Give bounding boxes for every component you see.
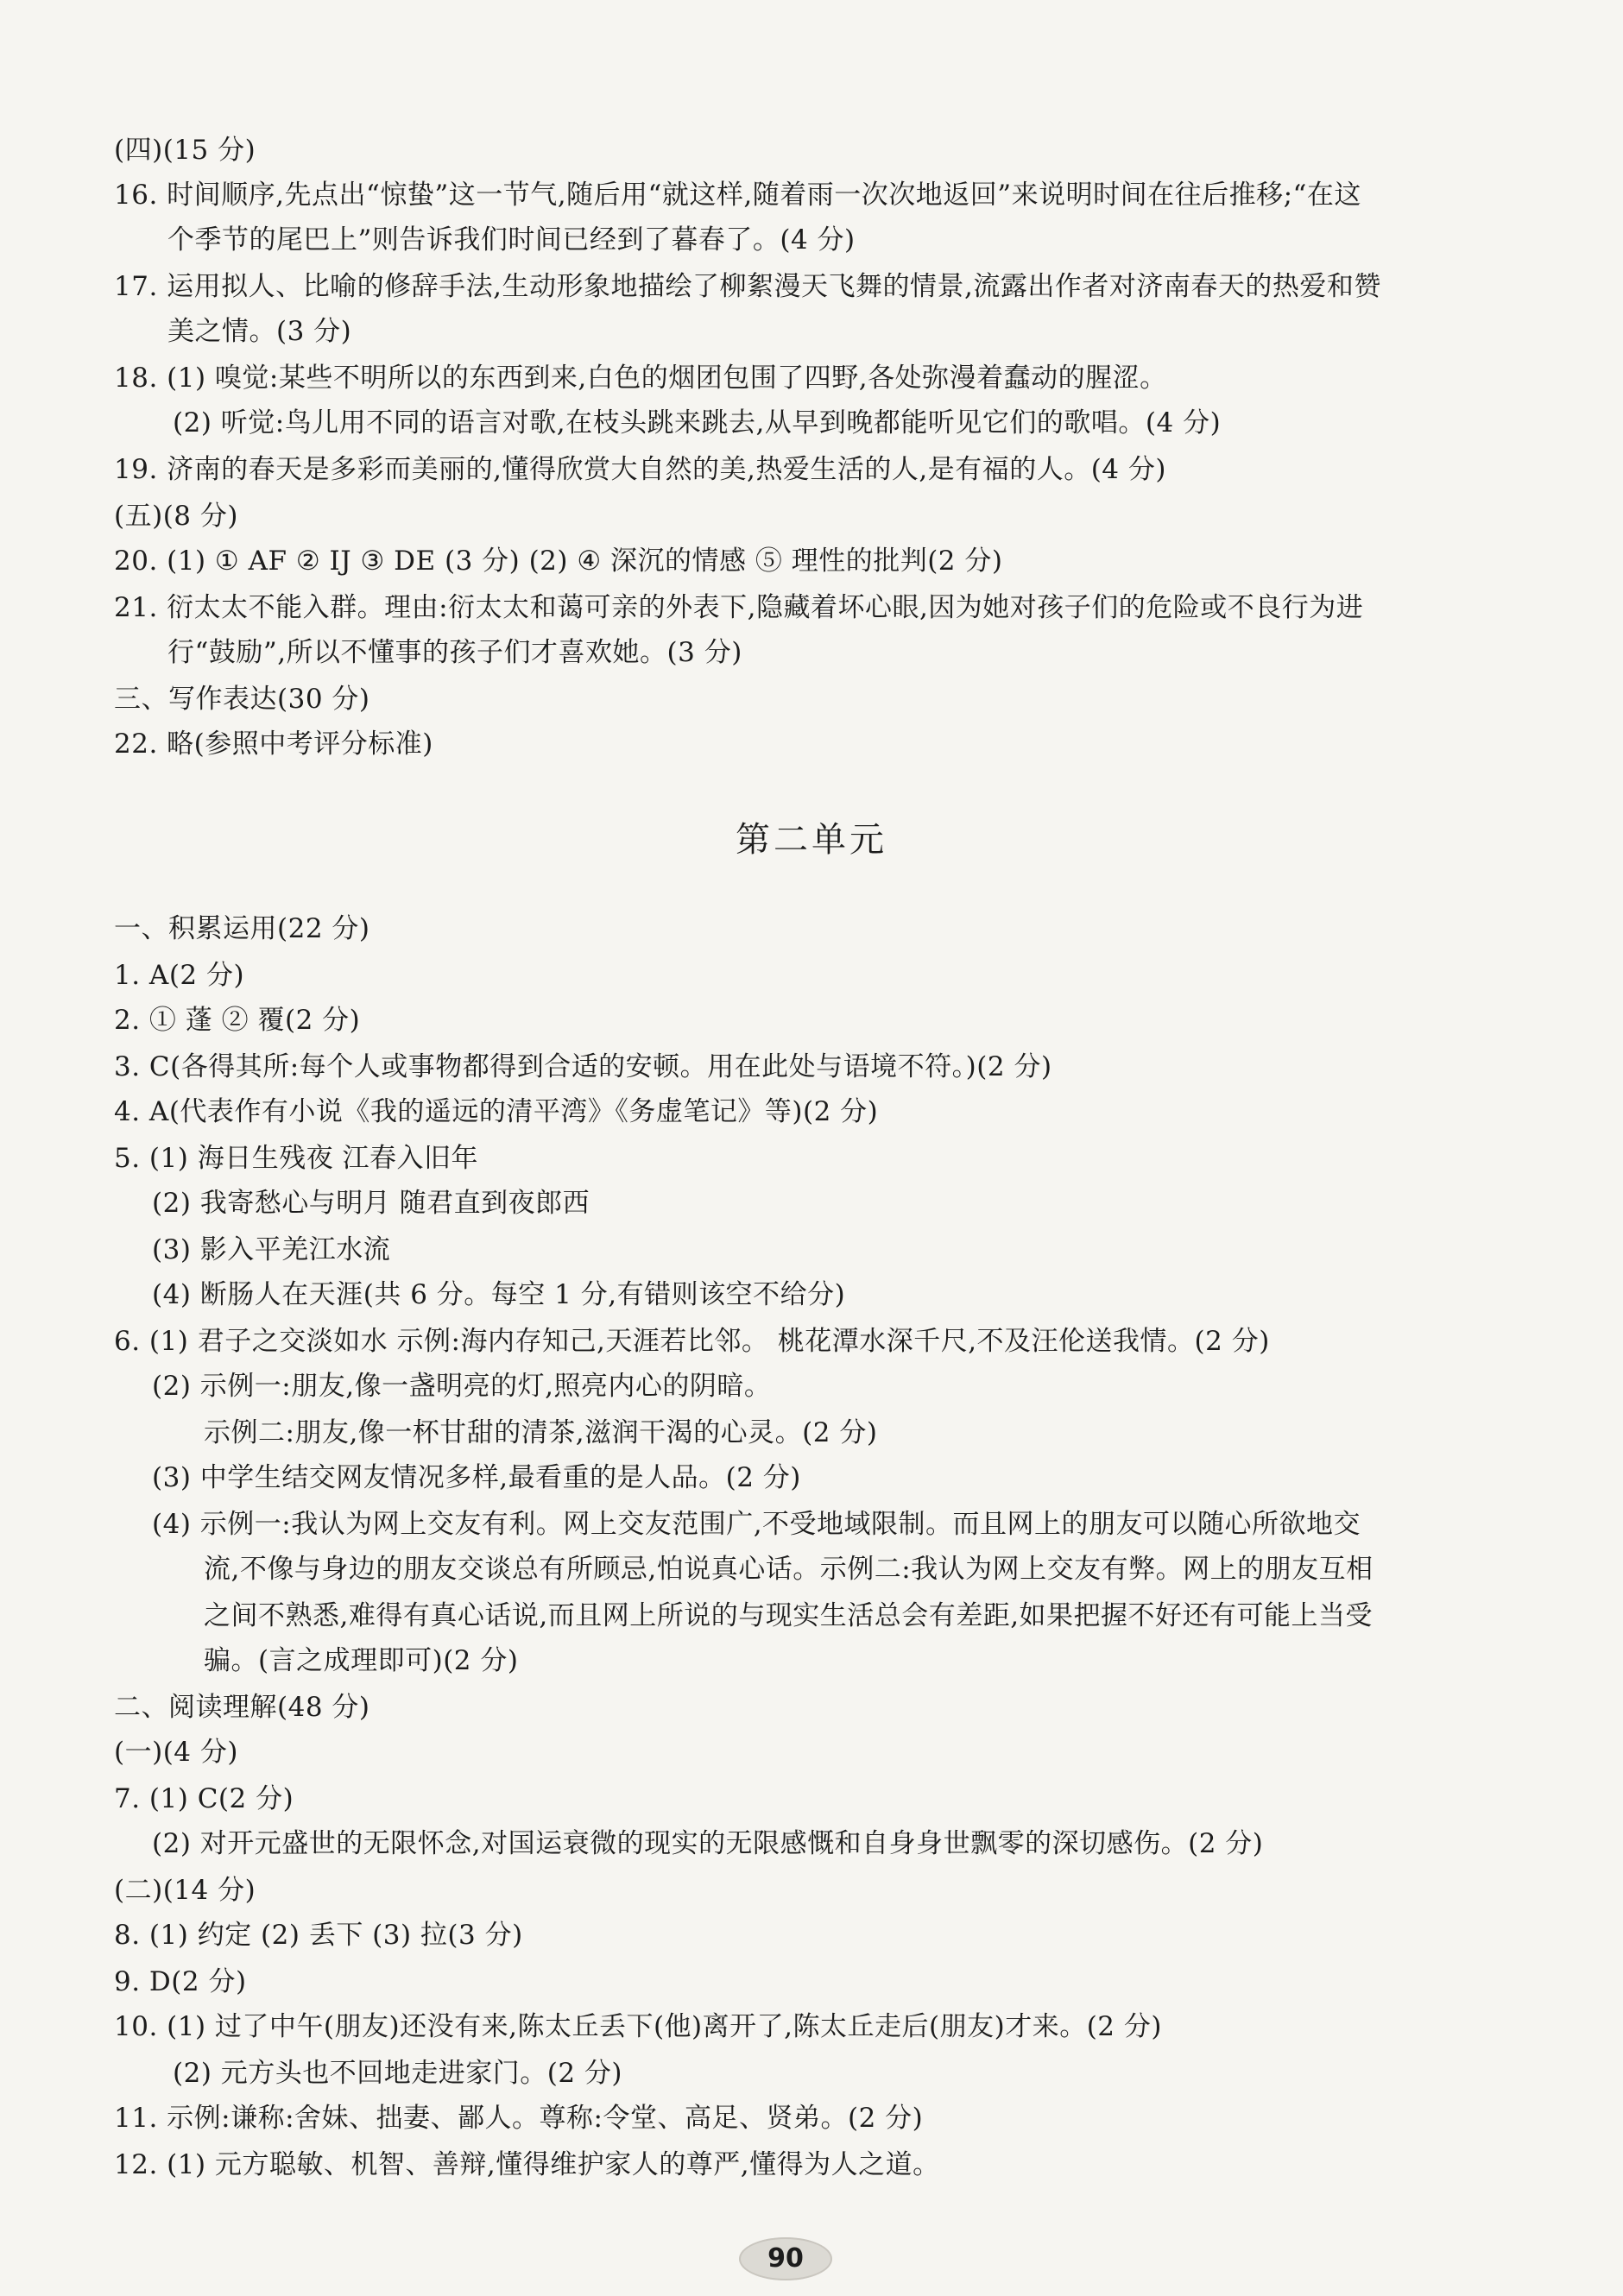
- text-line: (一)(4 分): [114, 1737, 238, 1768]
- text-line: (2) 我寄愁心与明月 随君直到夜郎西: [152, 1188, 590, 1219]
- text-line: 一、积累运用(22 分): [114, 913, 370, 944]
- text-line: 7. (1) C(2 分): [114, 1783, 294, 1814]
- text-line: 行“鼓励”,所以不懂事的孩子们才喜欢她。(3 分): [167, 637, 742, 668]
- text-line: (3) 影入平羌江水流: [152, 1234, 391, 1265]
- text-line: 9. D(2 分): [114, 1966, 247, 1997]
- text-line: (3) 中学生结交网友情况多样,最看重的是人品。(2 分): [152, 1462, 801, 1493]
- text-line: 三、写作表达(30 分): [114, 684, 370, 715]
- text-line: 二、阅读理解(48 分): [114, 1692, 370, 1723]
- text-line: 22. 略(参照中考评分标准): [114, 729, 433, 760]
- text-line: 3. C(各得其所:每个人或事物都得到合适的安顿。用在此处与语境不符。)(2 分): [114, 1051, 1052, 1082]
- text-line: 20. (1) ① AF ② IJ ③ DE (3 分) (2) ④ 深沉的情感 ⑤ 理性的批判(2 分): [114, 546, 1003, 577]
- text-line: (二)(14 分): [114, 1875, 256, 1906]
- text-line: 5. (1) 海日生残夜 江春入旧年: [114, 1143, 479, 1174]
- text-line: 个季节的尾巴上”则告诉我们时间已经到了暮春了。(4 分): [167, 224, 856, 255]
- text-line: 之间不熟悉,难得有真心话说,而且网上所说的与现实生活总会有差距,如果把握不好还有可能上当受: [204, 1600, 1374, 1631]
- text-line: 6. (1) 君子之交淡如水 示例:海内存知己,天涯若比邻。 桃花潭水深千尺,不及汪伦送我情。(2 分): [114, 1326, 1270, 1357]
- text-line: (四)(15 分): [114, 135, 256, 166]
- text-line: 骗。(言之成理即可)(2 分): [204, 1645, 519, 1676]
- text-line: 21. 衍太太不能入群。理由:衍太太和蔼可亲的外表下,隐藏着坏心眼,因为她对孩子们的危险或不良行为进: [114, 592, 1364, 623]
- text-line: 17. 运用拟人、比喻的修辞手法,生动形象地描绘了柳絮漫天飞舞的情景,流露出作者对济南春天的热爱和赞: [114, 271, 1381, 302]
- text-line: 8. (1) 约定 (2) 丢下 (3) 拉(3 分): [114, 1920, 523, 1951]
- text-line: 16. 时间顺序,先点出“惊蛰”这一节气,随后用“就这样,随着雨一次次地返回”来说明时间在往后推移;“在这: [114, 180, 1361, 211]
- section-title: 第二单元: [736, 820, 887, 860]
- text-line: (4) 断肠人在天涯(共 6 分。每空 1 分,有错则该空不给分): [152, 1279, 846, 1310]
- text-line: (五)(8 分): [114, 501, 238, 532]
- text-line: (2) 对开元盛世的无限怀念,对国运衰微的现实的无限感慨和自身身世飘零的深切感伤。(2 分): [152, 1828, 1264, 1859]
- text-line: 10. (1) 过了中午(朋友)还没有来,陈太丘丢下(他)离开了,陈太丘走后(朋友)才来。(2 分): [114, 2011, 1162, 2042]
- text-line: 1. A(2 分): [114, 960, 245, 991]
- text-line: (2) 示例一:朋友,像一盏明亮的灯,照亮内心的阴暗。: [152, 1371, 772, 1402]
- text-line: 19. 济南的春天是多彩而美丽的,懂得欣赏大自然的美,热爱生活的人,是有福的人。(4 分): [114, 454, 1166, 485]
- text-line: 12. (1) 元方聪敏、机智、善辩,懂得维护家人的尊严,懂得为人之道。: [114, 2149, 940, 2180]
- text-line: 4. A(代表作有小说《我的遥远的清平湾》《务虚笔记》等)(2 分): [114, 1096, 879, 1127]
- text-line: 11. 示例:谦称:舍妹、拙妻、鄙人。尊称:令堂、高足、贤弟。(2 分): [114, 2103, 924, 2134]
- text-line: 示例二:朋友,像一杯甘甜的清茶,滋润干渴的心灵。(2 分): [204, 1417, 878, 1448]
- text-line: 美之情。(3 分): [167, 316, 352, 347]
- text-line: 18. (1) 嗅觉:某些不明所以的东西到来,白色的烟团包围了四野,各处弥漫着蠢动的腥涩。: [114, 363, 1167, 394]
- text-line: 流,不像与身边的朋友交谈总有所顾忌,怕说真心话。示例二:我认为网上交友有弊。网上的朋友互相: [204, 1554, 1374, 1585]
- page-number: 90: [739, 2237, 832, 2280]
- text-line: (2) 听觉:鸟儿用不同的语言对歌,在枝头跳来跳去,从早到晚都能听见它们的歌唱。(4 分): [173, 407, 1222, 438]
- text-line: (2) 元方头也不回地走进家门。(2 分): [173, 2058, 623, 2089]
- text-line: (4) 示例一:我认为网上交友有利。网上交友范围广,不受地域限制。而且网上的朋友可以随心所欲地交: [152, 1509, 1361, 1540]
- text-line: 2. ① 蓬 ② 覆(2 分): [114, 1005, 361, 1036]
